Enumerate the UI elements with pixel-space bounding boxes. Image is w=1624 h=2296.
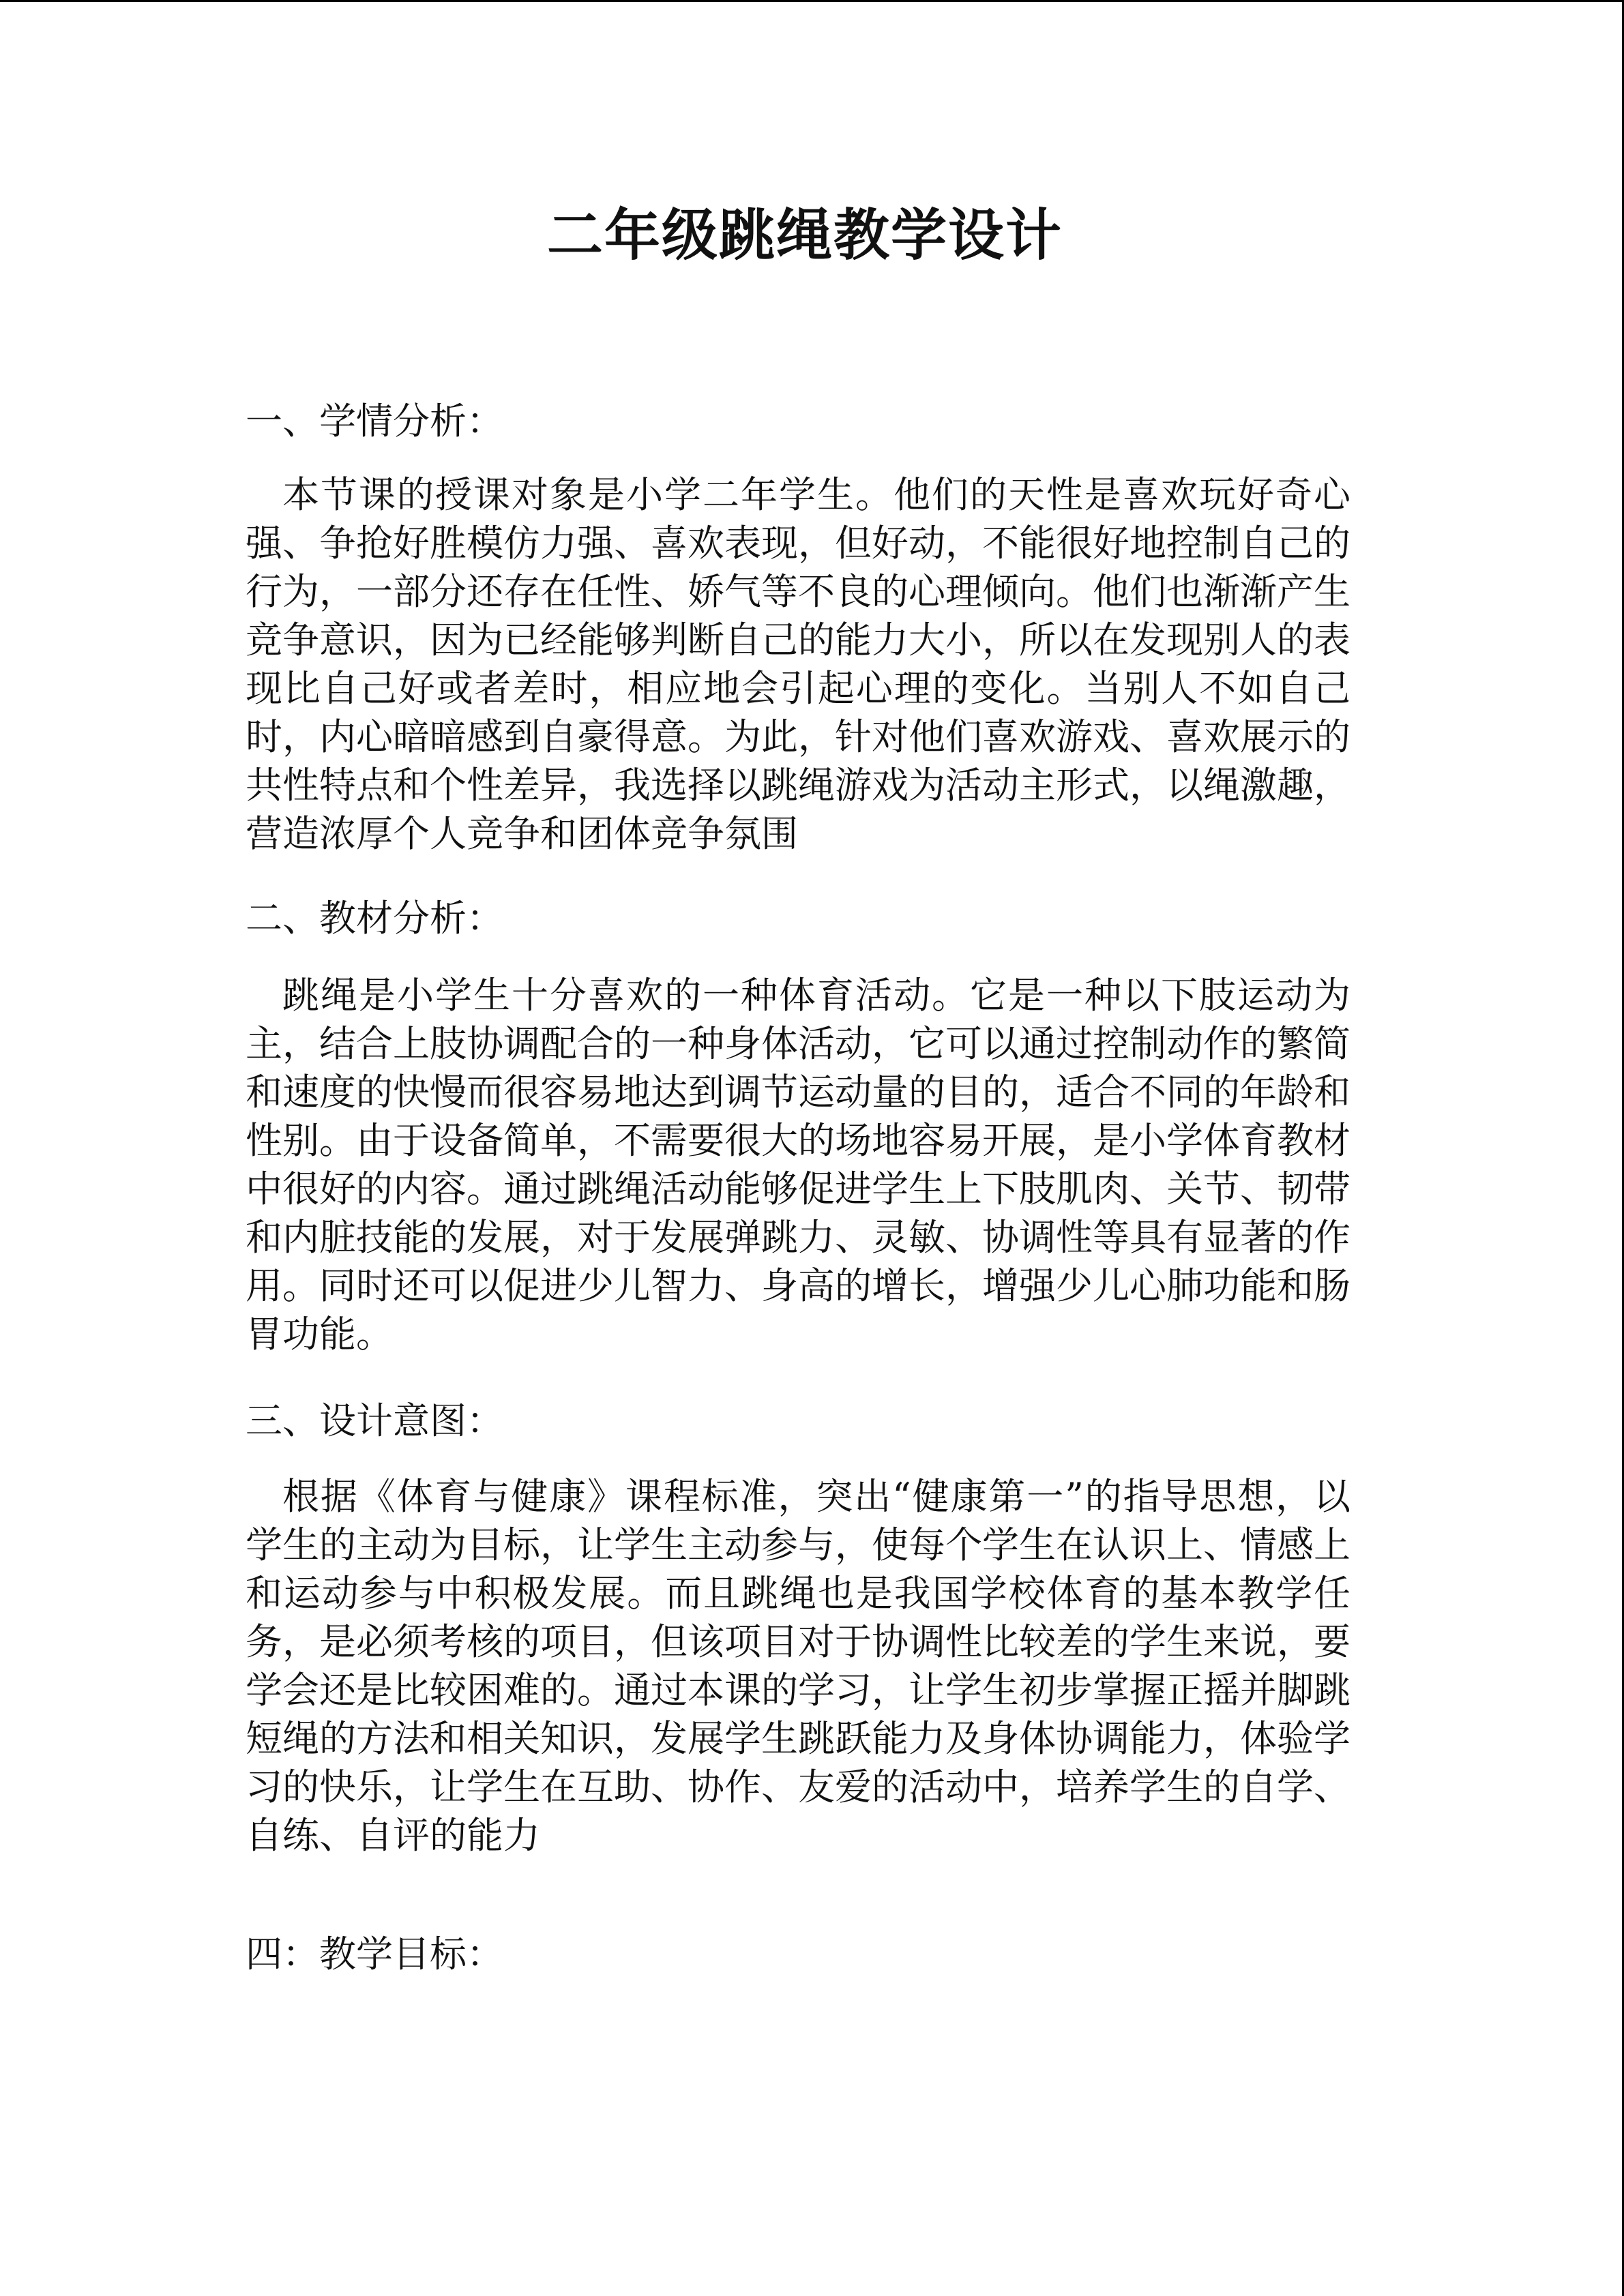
section-heading-design-intent: 三、设计意图：: [246, 1399, 503, 1442]
section-body-learning-analysis: 本节课的授课对象是小学二年学生。他们的天性是喜欢玩好奇心强、争抢好胜模仿力强、喜欢表现，但好动，不能很好地控制自己的行为，一部分还存在任性、娇气等不良的心理倾向。他们也渐渐产生竞争意识，因为已经能够判断自己的能力大小，所以在发现别人的表现比自己好或者差时，相应地会引起心理的变化。当别人不如自己时，内心暗暗感到自豪得意。为此，针对他们喜欢游戏、喜欢展示的共性特点和个性差异，我选择以跳绳游戏为活动主形式，以绳激趣，营造浓厚个人竞争和团体竞争氛围: [246, 473, 1350, 855]
section-body-material-analysis: 跳绳是小学生十分喜欢的一种体育活动。它是一种以下肢运动为主，结合上肢协调配合的一种身体活动，它可以通过控制动作的繁简和速度的快慢而很容易地达到调节运动量的目的，适合不同的年龄和性别。由于设备简单，不需要很大的场地容易开展，是小学体育教材中很好的内容。通过跳绳活动能够促进学生上下肢肌肉、关节、韧带和内脏技能的发展，对于发展弹跳力、灵敏、协调性等具有显著的作用。同时还可以促进少儿智力、身高的增长，增强少儿心肺功能和肠胃功能。: [246, 974, 1350, 1356]
document-title: 二年级跳绳教学设计: [546, 203, 1063, 268]
section-heading-teaching-goals: 四：教学目标：: [246, 1933, 503, 1976]
section-heading-material-analysis: 二、教材分析：: [246, 897, 503, 940]
section-heading-learning-analysis: 一、学情分析：: [246, 400, 503, 443]
section-body-design-intent: 根据《体育与健康》课程标准，突出“健康第一”的指导思想，以学生的主动为目标，让学生主动参与，使每个学生在认识上、情感上和运动参与中积极发展。而且跳绳也是我国学校体育的基本教学任务，是必须考核的项目，但该项目对于协调性比较差的学生来说，要学会还是比较困难的。通过本课的学习，让学生初步掌握正摇并脚跳短绳的方法和相关知识，发展学生跳跃能力及身体协调能力，体验学习的快乐，让学生在互助、协作、友爱的活动中，培养学生的自学、自练、自评的能力: [246, 1475, 1350, 1857]
